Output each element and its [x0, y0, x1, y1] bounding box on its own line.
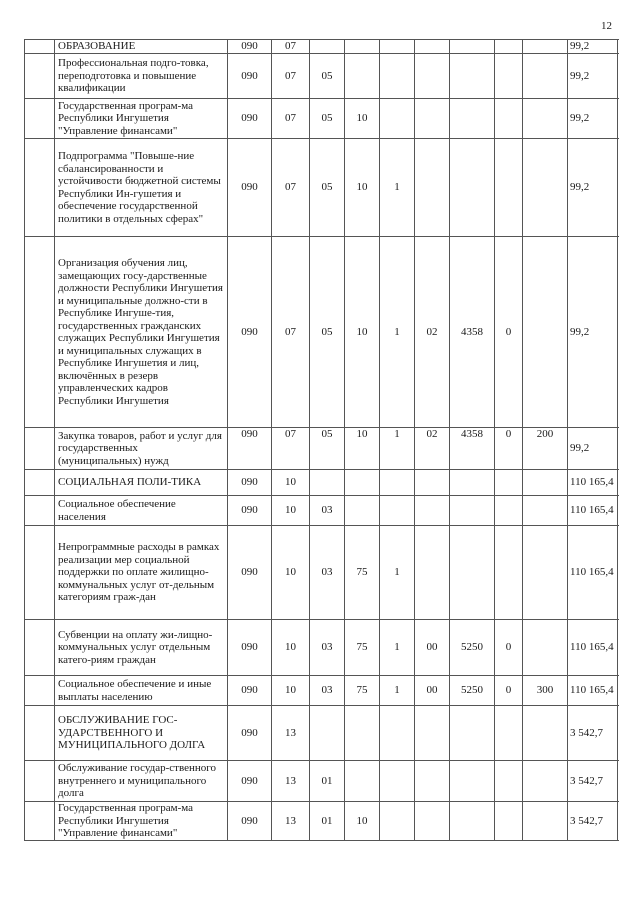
- row-name-cell: ОБСЛУЖИВАНИЕ ГОС-УДАРСТВЕННОГО И МУНИЦИПАЛЬНОГО ДОЛГА: [55, 706, 228, 761]
- row-sum-cell: 99,2: [568, 428, 618, 470]
- row-code-cell-cs5: [495, 526, 523, 620]
- row-code-cell-cs1: 10: [345, 99, 380, 139]
- budget-table: [24, 39, 618, 841]
- row-code-cell-grbs: 090: [228, 676, 272, 706]
- row-sum-cell: 99,2: [568, 237, 618, 428]
- row-name-cell: Государственная програм-ма Республики Ингушетия "Управление финансами": [55, 802, 228, 841]
- row-code-cell-pr: 05: [310, 237, 345, 428]
- row-code-cell-rz: 10: [272, 470, 310, 496]
- row-sum-cell: 110 165,4: [568, 620, 618, 676]
- row-code-cell-grbs: 090: [228, 54, 272, 99]
- row-code-cell-rz: 13: [272, 706, 310, 761]
- row-code-cell-cs4: [450, 470, 495, 496]
- row-code-cell-cs2: 1: [380, 428, 415, 470]
- table-row: [25, 237, 618, 428]
- row-code-cell-cs1: 10: [345, 237, 380, 428]
- row-sum-cell: 110 165,4: [568, 526, 618, 620]
- row-margin-cell: [25, 470, 55, 496]
- row-code-cell-vr: [523, 40, 568, 54]
- row-name-cell: Организация обучения лиц, замещающих госу-дарственные должности Республики Ингушетия и муниципальные должно-сти в Республике Ингуше-тия, государственных гражданских служащих Республики Ингушетия и муниципальных служащих в Республике Ингушетия и лиц, включённых в резерв управленческих кадров Республики Ингушетия: [55, 237, 228, 428]
- row-code-cell-cs3: [415, 54, 450, 99]
- row-name-cell: СОЦИАЛЬНАЯ ПОЛИ-ТИКА: [55, 470, 228, 496]
- row-code-cell-vr: [523, 620, 568, 676]
- row-code-cell-cs1: [345, 761, 380, 802]
- row-code-cell-cs3: 00: [415, 676, 450, 706]
- row-code-cell-rz: 13: [272, 802, 310, 841]
- row-code-cell-cs3: [415, 706, 450, 761]
- row-margin-cell: [25, 139, 55, 237]
- table-row: [25, 54, 618, 99]
- row-code-cell-cs2: [380, 802, 415, 841]
- row-code-cell-cs5: [495, 139, 523, 237]
- row-margin-cell: [25, 496, 55, 526]
- row-code-cell-grbs: 090: [228, 620, 272, 676]
- row-sum-cell: 110 165,4: [568, 676, 618, 706]
- row-name-cell: Государственная програм-ма Республики Ингушетия "Управление финансами": [55, 99, 228, 139]
- row-code-cell-cs1: 10: [345, 428, 380, 470]
- row-code-cell-cs5: [495, 470, 523, 496]
- row-code-cell-cs1: 75: [345, 620, 380, 676]
- table-row: [25, 761, 618, 802]
- budget-table-body: [25, 40, 618, 841]
- row-code-cell-grbs: 090: [228, 470, 272, 496]
- row-code-cell-cs1: 10: [345, 802, 380, 841]
- row-code-cell-cs2: 1: [380, 676, 415, 706]
- row-code-cell-vr: [523, 139, 568, 237]
- row-code-cell-cs4: [450, 496, 495, 526]
- row-code-cell-cs5: 0: [495, 428, 523, 470]
- row-code-cell-cs5: [495, 802, 523, 841]
- row-code-cell-cs2: [380, 54, 415, 99]
- row-code-cell-cs3: 02: [415, 237, 450, 428]
- row-code-cell-cs3: [415, 802, 450, 841]
- row-code-cell-cs2: [380, 496, 415, 526]
- table-row: [25, 470, 618, 496]
- row-sum-cell: 3 542,7: [568, 761, 618, 802]
- row-code-cell-rz: 07: [272, 99, 310, 139]
- row-code-cell-rz: 10: [272, 526, 310, 620]
- row-code-cell-grbs: 090: [228, 99, 272, 139]
- table-row: [25, 706, 618, 761]
- table-row: [25, 139, 618, 237]
- row-code-cell-cs5: [495, 496, 523, 526]
- row-code-cell-rz: 07: [272, 428, 310, 470]
- row-code-cell-pr: 03: [310, 496, 345, 526]
- row-code-cell-cs4: [450, 139, 495, 237]
- row-code-cell-cs2: [380, 40, 415, 54]
- row-name-cell: Социальное обеспечение и иные выплаты населению: [55, 676, 228, 706]
- row-code-cell-cs5: [495, 54, 523, 99]
- row-code-cell-grbs: 090: [228, 496, 272, 526]
- row-sum-cell: 3 542,7: [568, 706, 618, 761]
- row-code-cell-pr: 03: [310, 526, 345, 620]
- row-code-cell-cs1: 75: [345, 526, 380, 620]
- row-margin-cell: [25, 706, 55, 761]
- row-code-cell-cs2: 1: [380, 620, 415, 676]
- row-code-cell-rz: 10: [272, 620, 310, 676]
- row-code-cell-cs4: [450, 99, 495, 139]
- row-code-cell-cs5: 0: [495, 237, 523, 428]
- row-margin-cell: [25, 428, 55, 470]
- row-code-cell-cs4: [450, 706, 495, 761]
- row-margin-cell: [25, 676, 55, 706]
- row-code-cell-cs2: 1: [380, 526, 415, 620]
- row-code-cell-rz: 07: [272, 54, 310, 99]
- row-code-cell-pr: 05: [310, 99, 345, 139]
- row-code-cell-cs3: [415, 99, 450, 139]
- row-code-cell-vr: [523, 526, 568, 620]
- table-row: [25, 620, 618, 676]
- row-margin-cell: [25, 40, 55, 54]
- row-code-cell-cs1: [345, 706, 380, 761]
- row-code-cell-vr: [523, 496, 568, 526]
- row-code-cell-vr: 300: [523, 676, 568, 706]
- row-code-cell-pr: [310, 40, 345, 54]
- row-code-cell-grbs: 090: [228, 40, 272, 54]
- row-code-cell-vr: [523, 237, 568, 428]
- row-sum-cell: 110 165,4: [568, 470, 618, 496]
- row-code-cell-rz: 10: [272, 496, 310, 526]
- row-code-cell-cs2: 1: [380, 139, 415, 237]
- row-code-cell-vr: [523, 761, 568, 802]
- row-margin-cell: [25, 54, 55, 99]
- row-name-cell: Социальное обеспечение населения: [55, 496, 228, 526]
- row-code-cell-cs4: [450, 802, 495, 841]
- row-code-cell-cs5: 0: [495, 620, 523, 676]
- row-code-cell-pr: 01: [310, 761, 345, 802]
- row-code-cell-pr: 03: [310, 620, 345, 676]
- row-code-cell-cs4: 5250: [450, 676, 495, 706]
- row-code-cell-grbs: 090: [228, 761, 272, 802]
- row-code-cell-cs1: [345, 54, 380, 99]
- row-sum-cell: 3 542,7: [568, 802, 618, 841]
- row-sum-cell: 110 165,4: [568, 496, 618, 526]
- row-code-cell-grbs: 090: [228, 139, 272, 237]
- row-code-cell-rz: 07: [272, 40, 310, 54]
- table-row: [25, 40, 618, 54]
- row-code-cell-vr: [523, 54, 568, 99]
- table-row: [25, 428, 618, 470]
- row-name-cell: Субвенции на оплату жи-лищно-коммунальных услуг отдельным катего-риям граждан: [55, 620, 228, 676]
- row-code-cell-cs3: 00: [415, 620, 450, 676]
- row-code-cell-grbs: 090: [228, 428, 272, 470]
- row-code-cell-pr: 03: [310, 676, 345, 706]
- row-code-cell-vr: [523, 706, 568, 761]
- row-code-cell-cs4: [450, 526, 495, 620]
- row-code-cell-cs5: 0: [495, 676, 523, 706]
- row-code-cell-cs4: [450, 40, 495, 54]
- row-code-cell-pr: 05: [310, 139, 345, 237]
- row-code-cell-grbs: 090: [228, 237, 272, 428]
- row-code-cell-cs3: [415, 139, 450, 237]
- row-code-cell-rz: 07: [272, 237, 310, 428]
- row-code-cell-cs4: 4358: [450, 428, 495, 470]
- row-code-cell-cs1: [345, 40, 380, 54]
- row-code-cell-cs4: [450, 761, 495, 802]
- row-code-cell-cs3: [415, 761, 450, 802]
- row-code-cell-cs3: [415, 496, 450, 526]
- row-code-cell-vr: [523, 802, 568, 841]
- row-margin-cell: [25, 761, 55, 802]
- row-code-cell-vr: [523, 99, 568, 139]
- table-row: [25, 99, 618, 139]
- row-code-cell-pr: 05: [310, 54, 345, 99]
- row-code-cell-cs5: [495, 40, 523, 54]
- row-margin-cell: [25, 237, 55, 428]
- row-name-cell: Закупка товаров, работ и услуг для государственных (муниципальных) нужд: [55, 428, 228, 470]
- row-sum-cell: 99,2: [568, 99, 618, 139]
- table-row: [25, 496, 618, 526]
- row-code-cell-cs3: [415, 470, 450, 496]
- row-code-cell-cs2: [380, 706, 415, 761]
- row-code-cell-cs3: 02: [415, 428, 450, 470]
- row-name-cell: Непрограммные расходы в рамках реализации мер социальной поддержки по оплате жилищно-коммунальных услуг от-дельным категориям граж-дан: [55, 526, 228, 620]
- row-code-cell-cs4: 4358: [450, 237, 495, 428]
- row-code-cell-grbs: 090: [228, 706, 272, 761]
- row-sum-cell: 99,2: [568, 54, 618, 99]
- row-name-cell: Профессиональная подго-товка, переподготовка и повышение квалификации: [55, 54, 228, 99]
- row-code-cell-cs1: 75: [345, 676, 380, 706]
- row-name-cell: Подпрограмма "Повыше-ние сбалансированности и устойчивости бюджетной системы Республики Ин-гушетия и обеспечение государственной политики в отдельных сферах": [55, 139, 228, 237]
- row-name-cell: Обслуживание государ-ственного внутреннего и муниципального долга: [55, 761, 228, 802]
- row-margin-cell: [25, 526, 55, 620]
- row-code-cell-cs1: [345, 496, 380, 526]
- row-code-cell-cs1: 10: [345, 139, 380, 237]
- row-code-cell-cs3: [415, 40, 450, 54]
- row-code-cell-cs1: [345, 470, 380, 496]
- row-code-cell-grbs: 090: [228, 802, 272, 841]
- row-code-cell-pr: [310, 706, 345, 761]
- table-row: [25, 802, 618, 841]
- row-code-cell-pr: 05: [310, 428, 345, 470]
- row-code-cell-cs5: [495, 706, 523, 761]
- row-code-cell-rz: 07: [272, 139, 310, 237]
- row-code-cell-vr: 200: [523, 428, 568, 470]
- row-code-cell-vr: [523, 470, 568, 496]
- row-code-cell-cs5: [495, 99, 523, 139]
- row-margin-cell: [25, 802, 55, 841]
- row-code-cell-cs2: [380, 761, 415, 802]
- row-name-cell: ОБРАЗОВАНИЕ: [55, 40, 228, 54]
- row-code-cell-pr: 01: [310, 802, 345, 841]
- row-code-cell-cs5: [495, 761, 523, 802]
- page-number: 12: [601, 20, 612, 32]
- row-code-cell-cs2: [380, 99, 415, 139]
- row-margin-cell: [25, 620, 55, 676]
- row-code-cell-pr: [310, 470, 345, 496]
- row-code-cell-cs3: [415, 526, 450, 620]
- row-code-cell-grbs: 090: [228, 526, 272, 620]
- row-code-cell-rz: 13: [272, 761, 310, 802]
- table-row: [25, 676, 618, 706]
- row-sum-cell: 99,2: [568, 139, 618, 237]
- row-code-cell-cs2: 1: [380, 237, 415, 428]
- row-code-cell-cs2: [380, 470, 415, 496]
- row-code-cell-rz: 10: [272, 676, 310, 706]
- row-sum-cell: 99,2: [568, 40, 618, 54]
- table-row: [25, 526, 618, 620]
- row-margin-cell: [25, 99, 55, 139]
- row-code-cell-cs4: 5250: [450, 620, 495, 676]
- row-code-cell-cs4: [450, 54, 495, 99]
